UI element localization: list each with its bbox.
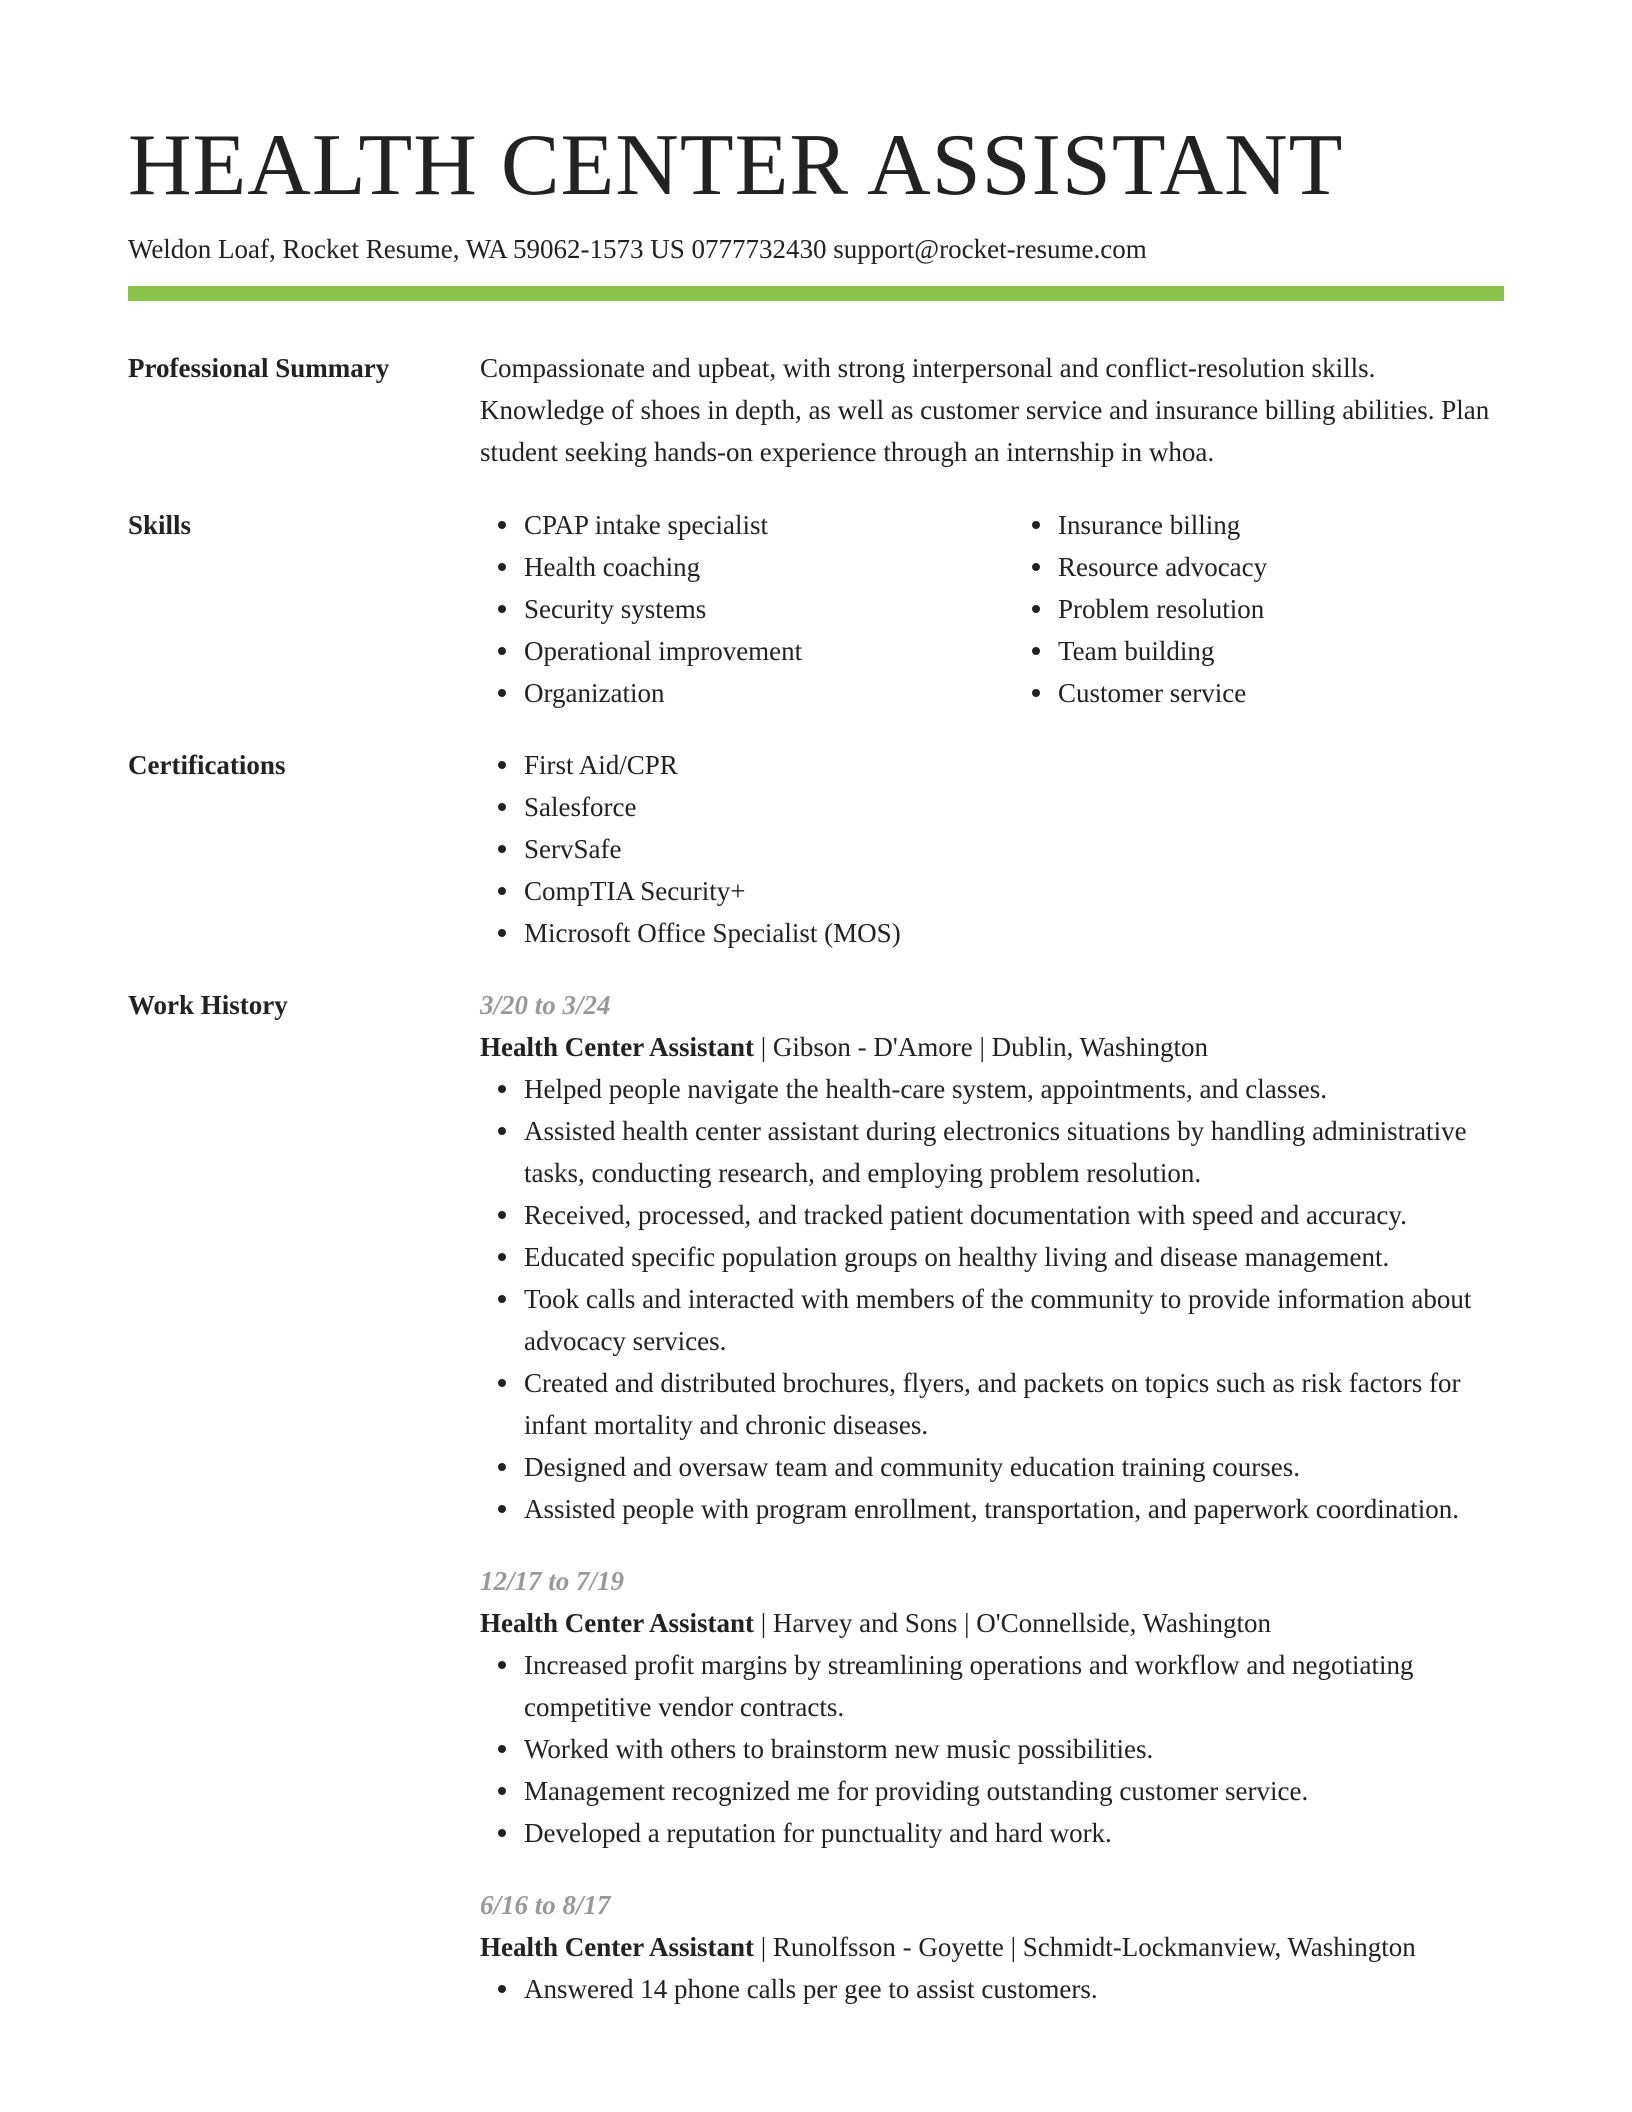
job-duties-list (480, 1644, 1504, 1854)
job-title: Health Center Assistant (480, 1032, 754, 1062)
skill-item: Security systems (524, 588, 970, 630)
job-duty: Took calls and interacted with members of the community to provide information about advocacy services. (524, 1278, 1504, 1362)
job-duty: Assisted health center assistant during electronics situations by handling administrative tasks, conducting research, and employing problem resolution. (524, 1110, 1504, 1194)
resume-title: HEALTH CENTER ASSISTANT (128, 117, 1344, 214)
job-duty: Worked with others to brainstorm new music possibilities. (524, 1728, 1504, 1770)
job-entry (480, 1560, 1504, 1854)
job-dates: 6/16 to 8/17 (480, 1890, 611, 1920)
skills-label: Skills (128, 510, 192, 540)
job-title: Health Center Assistant (480, 1932, 754, 1962)
summary-text: Compassionate and upbeat, with strong interpersonal and conflict-resolution skills. Knowledge of shoes in depth, as well as customer service and insurance billing abilities. Plan student seeking hands-on experience through an internship in whoa. (480, 353, 1490, 467)
skill-item: Health coaching (524, 546, 970, 588)
skill-item: Operational improvement (524, 630, 970, 672)
certifications-label: Certifications (128, 750, 286, 780)
skill-item: Customer service (1058, 672, 1504, 714)
job-duty: Received, processed, and tracked patient documentation with speed and accuracy. (524, 1194, 1504, 1236)
job-heading (480, 1926, 1504, 1968)
skill-item: CPAP intake specialist (524, 504, 970, 546)
skills-list-right (1014, 504, 1504, 714)
job-duty: Helped people navigate the health-care system, appointments, and classes. (524, 1068, 1504, 1110)
skill-item: Insurance billing (1058, 504, 1504, 546)
summary-label: Professional Summary (128, 353, 390, 383)
job-duty: Educated specific population groups on healthy living and disease management. (524, 1236, 1504, 1278)
job-title: Health Center Assistant (480, 1608, 754, 1638)
job-dates: 12/17 to 7/19 (480, 1566, 625, 1596)
job-details: | Harvey and Sons | O'Connellside, Washington (754, 1608, 1271, 1638)
skill-item: Team building (1058, 630, 1504, 672)
job-heading (480, 1602, 1504, 1644)
certification-item: Salesforce (524, 786, 1504, 828)
job-duty: Management recognized me for providing outstanding customer service. (524, 1770, 1504, 1812)
job-details: | Runolfsson - Goyette | Schmidt-Lockmanview, Washington (754, 1932, 1416, 1962)
job-entry (480, 984, 1504, 1530)
job-duty: Developed a reputation for punctuality and hard work. (524, 1812, 1504, 1854)
job-duty: Created and distributed brochures, flyers, and packets on topics such as risk factors for infant mortality and chronic diseases. (524, 1362, 1504, 1446)
skill-item: Organization (524, 672, 970, 714)
skills-list-left (480, 504, 970, 714)
certification-item: Microsoft Office Specialist (MOS) (524, 912, 1504, 954)
job-entry (480, 1884, 1504, 2010)
job-duty: Assisted people with program enrollment, transportation, and paperwork coordination. (524, 1488, 1504, 1530)
job-duty: Increased profit margins by streamlining operations and workflow and negotiating competitive vendor contracts. (524, 1644, 1504, 1728)
job-duties-list (480, 1068, 1504, 1530)
job-duties-list (480, 1968, 1504, 2010)
accent-divider (128, 286, 1504, 301)
contact-line: Weldon Loaf, Rocket Resume, WA 59062-1573 US 0777732430 support@rocket-resume.com (128, 234, 1147, 264)
certifications-list (480, 744, 1504, 954)
certification-item: CompTIA Security+ (524, 870, 1504, 912)
skill-item: Problem resolution (1058, 588, 1504, 630)
certification-item: ServSafe (524, 828, 1504, 870)
certification-item: First Aid/CPR (524, 744, 1504, 786)
job-duty: Answered 14 phone calls per gee to assist customers. (524, 1968, 1504, 2010)
skill-item: Resource advocacy (1058, 546, 1504, 588)
job-details: | Gibson - D'Amore | Dublin, Washington (754, 1032, 1208, 1062)
job-heading (480, 1026, 1504, 1068)
job-dates: 3/20 to 3/24 (480, 990, 611, 1020)
work-history-label: Work History (128, 990, 288, 1020)
job-duty: Designed and oversaw team and community education training courses. (524, 1446, 1504, 1488)
